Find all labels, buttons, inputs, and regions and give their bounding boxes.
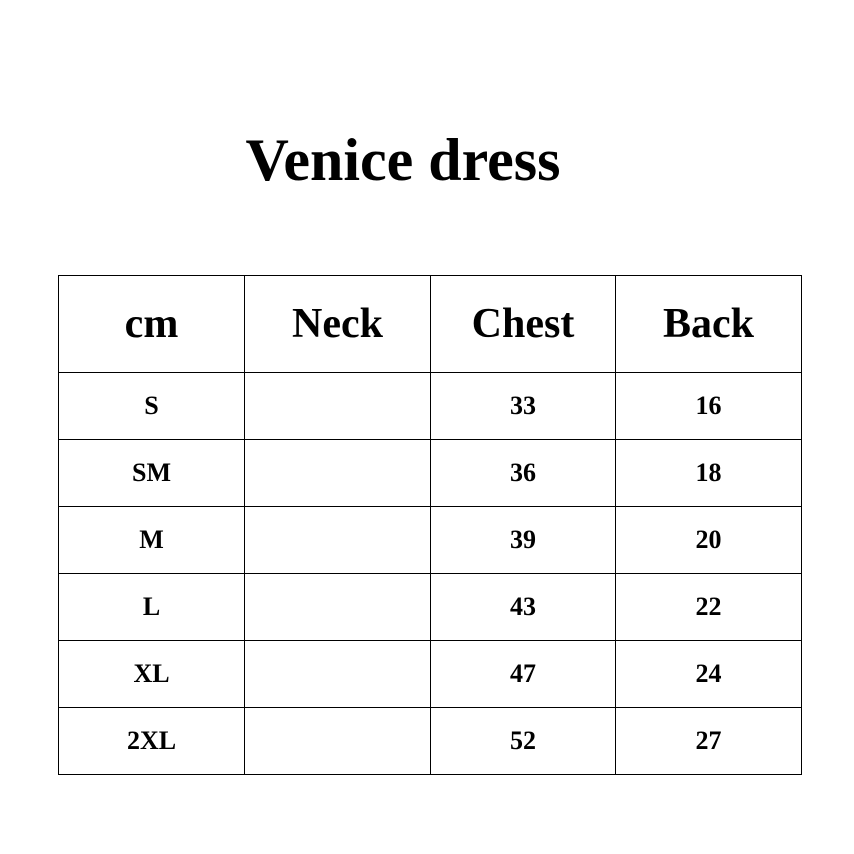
table-row (59, 507, 802, 574)
header-chest: Chest (431, 276, 616, 373)
table-header-row (59, 276, 802, 373)
back-cell: 24 (616, 641, 802, 708)
table-row (59, 641, 802, 708)
back-cell: 16 (616, 373, 802, 440)
back-cell: 22 (616, 574, 802, 641)
neck-cell (245, 641, 431, 708)
back-cell: 18 (616, 440, 802, 507)
table-row (59, 574, 802, 641)
neck-cell (245, 708, 431, 775)
size-cell: 2XL (59, 708, 245, 775)
size-cell: SM (59, 440, 245, 507)
chest-cell: 39 (431, 507, 616, 574)
chest-cell: 43 (431, 574, 616, 641)
chest-cell: 33 (431, 373, 616, 440)
chest-cell: 52 (431, 708, 616, 775)
neck-cell (245, 507, 431, 574)
table-row (59, 373, 802, 440)
header-back: Back (616, 276, 802, 373)
header-unit: cm (59, 276, 245, 373)
size-cell: L (59, 574, 245, 641)
size-chart-table (58, 275, 802, 775)
back-cell: 20 (616, 507, 802, 574)
size-cell: M (59, 507, 245, 574)
table-row (59, 708, 802, 775)
chest-cell: 36 (431, 440, 616, 507)
size-cell: XL (59, 641, 245, 708)
size-cell: S (59, 373, 245, 440)
neck-cell (245, 373, 431, 440)
neck-cell (245, 574, 431, 641)
table-row (59, 440, 802, 507)
neck-cell (245, 440, 431, 507)
chest-cell: 47 (431, 641, 616, 708)
page-title: Venice dress (245, 127, 561, 193)
header-neck: Neck (245, 276, 431, 373)
back-cell: 27 (616, 708, 802, 775)
